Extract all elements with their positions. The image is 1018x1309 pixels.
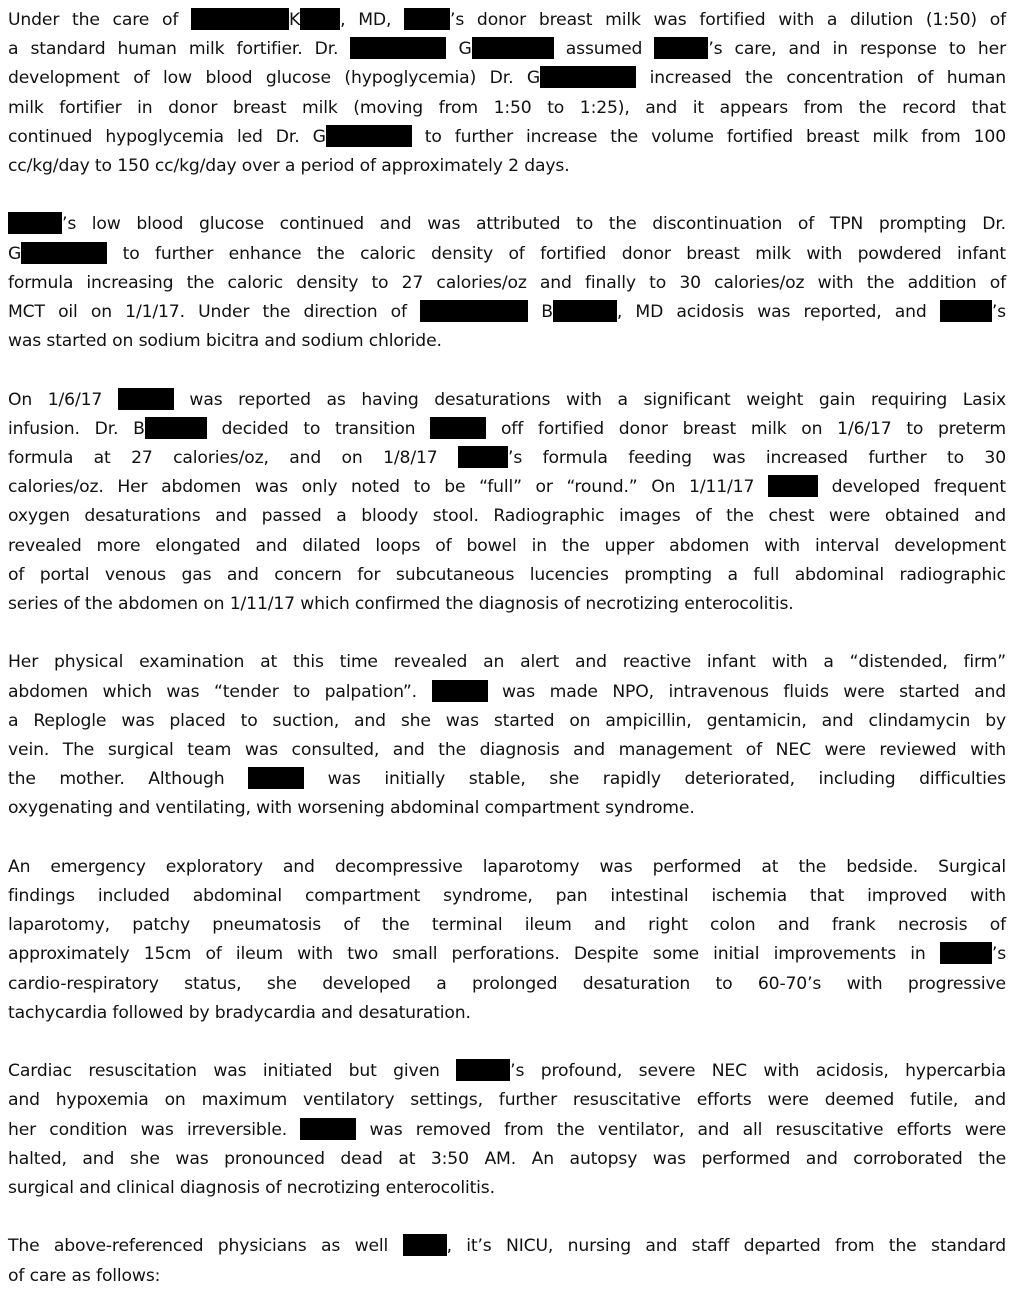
text-segment: formula increasing the caloric density to 27 calories/oz and finally to 30 calories/oz with the addition of bbox=[8, 272, 1006, 293]
text-line bbox=[8, 444, 1006, 473]
redaction-bar bbox=[654, 37, 708, 59]
text-line bbox=[8, 707, 1006, 736]
text-line bbox=[8, 152, 1006, 181]
text-segment: ’s donor breast milk was fortified with a dilution (1:50) of bbox=[450, 10, 1006, 30]
text-segment: ’s formula feeding was increased further to 30 bbox=[508, 448, 1007, 469]
paragraph-4 bbox=[8, 648, 1006, 823]
text-segment: off fortified donor breast milk on 1/6/17 to preterm bbox=[486, 418, 1006, 439]
redaction-bar bbox=[403, 1234, 447, 1256]
redaction-bar bbox=[458, 446, 508, 468]
text-line bbox=[8, 794, 1006, 823]
text-line bbox=[8, 532, 1006, 561]
text-segment: of portal venous gas and concern for subcutaneous lucencies prompting a full abdominal radiographic bbox=[8, 564, 1006, 585]
redaction-bar bbox=[472, 37, 554, 59]
text-segment: the mother. Although bbox=[8, 769, 249, 790]
text-segment: a standard human milk fortifier. Dr. bbox=[8, 39, 351, 60]
document-page bbox=[8, 6, 1006, 1291]
text-segment: On 1/6/17 bbox=[8, 389, 118, 410]
paragraph-5 bbox=[8, 853, 1006, 1028]
redaction-bar bbox=[248, 767, 304, 789]
text-segment: ’s care, and in response to her bbox=[708, 39, 1007, 60]
redaction-bar bbox=[326, 125, 412, 147]
text-segment: was started on sodium bicitra and sodium chloride. bbox=[8, 331, 442, 352]
text-segment: was made NPO, intravenous fluids were started and bbox=[487, 681, 1006, 702]
text-segment: ’s profound, severe NEC with acidosis, hypercarbia bbox=[510, 1061, 1006, 1082]
text-segment: laparotomy, patchy pneumatosis of the terminal ileum and right colon and frank necrosis of bbox=[8, 915, 1006, 936]
redaction-bar bbox=[940, 300, 992, 322]
text-segment: development of low blood glucose (hypoglycemia) Dr. G bbox=[8, 68, 541, 89]
redaction-bar bbox=[300, 1118, 356, 1140]
text-line bbox=[8, 1262, 1006, 1291]
text-segment: surgical and clinical diagnosis of necrotizing enterocolitis. bbox=[8, 1178, 495, 1199]
paragraph-7 bbox=[8, 1232, 1006, 1290]
text-line bbox=[8, 736, 1006, 765]
text-line bbox=[8, 269, 1006, 298]
text-line bbox=[8, 502, 1006, 531]
text-segment: An emergency exploratory and decompressive laparotomy was performed at the bedside. Surgical bbox=[8, 856, 1006, 877]
redaction-bar bbox=[404, 8, 450, 30]
text-line bbox=[8, 1174, 1006, 1203]
text-segment: was removed from the ventilator, and all resuscitative efforts were bbox=[356, 1119, 1006, 1140]
redaction-bar bbox=[145, 417, 207, 439]
text-line bbox=[8, 1057, 1006, 1086]
text-segment: developed frequent bbox=[817, 477, 1006, 498]
text-line bbox=[8, 1116, 1006, 1145]
text-line bbox=[8, 240, 1006, 269]
text-segment: calories/oz. Her abdomen was only noted to be “full” or “round.” On 1/11/17 bbox=[8, 477, 768, 498]
text-segment: , MD, bbox=[340, 10, 405, 30]
text-segment: The above-referenced physicians as well bbox=[8, 1236, 403, 1257]
text-segment: oxygenating and ventilating, with worsening abdominal compartment syndrome. bbox=[8, 798, 695, 819]
text-line bbox=[8, 123, 1006, 152]
text-segment: G bbox=[446, 39, 472, 60]
redaction-bar bbox=[118, 388, 174, 410]
text-line bbox=[8, 386, 1006, 415]
text-segment: assumed bbox=[553, 39, 655, 60]
text-segment: ’s bbox=[991, 302, 1006, 323]
text-segment: her condition was irreversible. bbox=[8, 1119, 301, 1140]
text-line bbox=[8, 94, 1006, 123]
text-segment: of care as follows: bbox=[8, 1265, 161, 1286]
redaction-bar bbox=[768, 475, 818, 497]
text-segment: abdomen which was “tender to palpation”. bbox=[8, 681, 432, 702]
text-line bbox=[8, 765, 1006, 794]
text-line bbox=[8, 561, 1006, 590]
text-segment: to further enhance the caloric density of fortified donor breast milk with powdered infant bbox=[107, 243, 1006, 264]
text-segment: MCT oil on 1/1/17. Under the direction of bbox=[8, 302, 421, 323]
text-line bbox=[8, 911, 1006, 940]
text-line bbox=[8, 327, 1006, 356]
text-line bbox=[8, 590, 1006, 619]
text-segment: was initially stable, she rapidly deteriorated, including difficulties bbox=[304, 769, 1006, 790]
text-segment: cardio-respiratory status, she developed a prolonged desaturation to 60-70’s with progressive bbox=[8, 973, 1006, 994]
text-line bbox=[8, 882, 1006, 911]
text-segment: , it’s NICU, nursing and staff departed from the standard bbox=[446, 1236, 1006, 1257]
text-segment: was reported as having desaturations with a significant weight gain requiring Lasix bbox=[173, 389, 1007, 410]
paragraph-6 bbox=[8, 1057, 1006, 1203]
text-segment: ’s low blood glucose continued and was attributed to the discontinuation of TPN prompting Dr. bbox=[62, 214, 1006, 235]
text-segment: cc/kg/day to 150 cc/kg/day over a period of approximately 2 days. bbox=[8, 156, 570, 177]
text-line bbox=[8, 1086, 1006, 1115]
text-segment: Cardiac resuscitation was initiated but given bbox=[8, 1061, 457, 1082]
redaction-bar bbox=[553, 300, 617, 322]
text-segment: G bbox=[8, 243, 22, 264]
text-line bbox=[8, 64, 1006, 93]
text-segment: increased the concentration of human bbox=[636, 68, 1006, 89]
text-line bbox=[8, 1232, 1006, 1261]
redaction-bar bbox=[350, 37, 446, 59]
redaction-bar bbox=[456, 1059, 510, 1081]
text-segment: K bbox=[289, 10, 301, 30]
text-line bbox=[8, 648, 1006, 677]
text-segment: a Replogle was placed to suction, and she was started on ampicillin, gentamicin, and clindamycin by bbox=[8, 710, 1006, 731]
text-line bbox=[8, 940, 1006, 969]
text-line bbox=[8, 970, 1006, 999]
text-segment: oxygen desaturations and passed a bloody stool. Radiographic images of the chest were obtained and bbox=[8, 506, 1006, 527]
text-segment: vein. The surgical team was consulted, and the diagnosis and management of NEC were reviewed with bbox=[8, 740, 1006, 761]
text-segment: findings included abdominal compartment syndrome, pan intestinal ischemia that improved with bbox=[8, 886, 1006, 907]
redaction-bar bbox=[540, 66, 636, 88]
text-segment: , MD acidosis was reported, and bbox=[616, 302, 940, 323]
redaction-bar bbox=[432, 680, 488, 702]
text-segment: decided to transition bbox=[206, 418, 431, 439]
text-segment: formula at 27 calories/oz, and on 1/8/17 bbox=[8, 448, 458, 469]
text-segment: B bbox=[528, 302, 553, 323]
text-segment: tachycardia followed by bradycardia and desaturation. bbox=[8, 1002, 471, 1023]
paragraph-3 bbox=[8, 386, 1006, 620]
redaction-bar bbox=[940, 942, 992, 964]
text-line bbox=[8, 853, 1006, 882]
redaction-bar bbox=[8, 212, 62, 234]
text-segment: infusion. Dr. B bbox=[8, 418, 145, 439]
redaction-bar bbox=[300, 8, 340, 30]
paragraph-2 bbox=[8, 210, 1006, 356]
text-segment: milk fortifier in donor breast milk (moving from 1:50 to 1:25), and it appears from the record that bbox=[8, 97, 1006, 118]
text-line bbox=[8, 415, 1006, 444]
text-line bbox=[8, 999, 1006, 1028]
text-segment: to further increase the volume fortified breast milk from 100 bbox=[411, 126, 1006, 147]
text-line bbox=[8, 210, 1006, 239]
text-line bbox=[8, 1145, 1006, 1174]
text-segment: and hypoxemia on maximum ventilatory settings, further resuscitative efforts were deemed futile, and bbox=[8, 1090, 1006, 1111]
text-segment: halted, and she was pronounced dead at 3:50 AM. An autopsy was performed and corroborated the bbox=[8, 1148, 1006, 1169]
redaction-bar bbox=[191, 8, 289, 30]
text-line bbox=[8, 473, 1006, 502]
text-line bbox=[8, 298, 1006, 327]
text-segment: ’s bbox=[991, 944, 1006, 965]
text-segment: continued hypoglycemia led Dr. G bbox=[8, 126, 326, 147]
document-body bbox=[8, 6, 1006, 1291]
redaction-bar bbox=[21, 242, 107, 264]
redaction-bar bbox=[420, 300, 528, 322]
text-line bbox=[8, 35, 1006, 64]
paragraph-1 bbox=[8, 6, 1006, 181]
text-segment: series of the abdomen on 1/11/17 which confirmed the diagnosis of necrotizing enterocolitis. bbox=[8, 594, 794, 615]
text-line bbox=[8, 6, 1006, 35]
text-segment: approximately 15cm of ileum with two small perforations. Despite some initial improvements in bbox=[8, 944, 940, 965]
text-segment: Her physical examination at this time revealed an alert and reactive infant with a “distended, firm” bbox=[8, 652, 1006, 673]
text-segment: revealed more elongated and dilated loops of bowel in the upper abdomen with interval development bbox=[8, 535, 1006, 556]
redaction-bar bbox=[430, 417, 486, 439]
text-line bbox=[8, 678, 1006, 707]
text-segment: Under the care of bbox=[8, 10, 191, 30]
